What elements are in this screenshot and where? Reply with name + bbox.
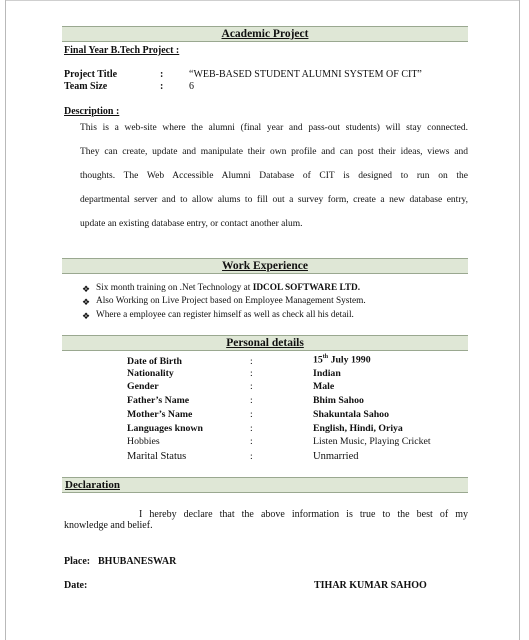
gender-value: Male [313,381,335,392]
page-border-left [5,0,6,640]
nationality-label: Nationality [127,368,174,379]
diamond-bullet-icon: ❖ [82,284,91,294]
team-size-label: Team Size [64,81,108,92]
work-item-2: Also Working on Live Project based on Employee Management System. [96,296,366,306]
section-heading-academic [62,26,468,42]
declaration-line-2: knowledge and belief. [64,520,153,531]
academic-heading: Academic Project [221,28,309,40]
gender-label: Gender [127,381,159,392]
team-size-colon: : [160,81,164,92]
description-line-5: update an existing database entry, or contact another alum. [80,219,303,229]
work-item-1 [96,283,360,293]
dob-colon: : [250,356,253,367]
father-name-colon: : [250,395,253,406]
work-heading: Work Experience [222,260,308,272]
section-heading-personal [62,335,468,351]
work-item-1-text: Six month training on .Net Technology at [96,283,253,293]
project-title-value: “WEB-BASED STUDENT ALUMNI SYSTEM OF CIT” [189,69,422,80]
project-title-label: Project Title [64,69,118,80]
project-title-colon: : [160,69,164,80]
section-heading-declaration [62,477,468,493]
nationality-colon: : [250,368,253,379]
declaration-heading: Declaration [65,479,120,491]
dob-suffix: th [322,354,329,360]
place-value: BHUBANESWAR [98,556,177,567]
father-name-label: Father’s Name [127,395,190,406]
company-name: IDCOL SOFTWARE LTD. [252,283,361,293]
diamond-bullet-icon: ❖ [82,297,91,307]
gender-colon: : [250,381,253,392]
section-heading-work [62,258,468,274]
declaration-line-1: I hereby declare that the above information is true to the best of my [139,509,468,520]
marital-status-value: Unmarried [313,451,359,462]
page-border-top [5,0,520,1]
signature-name: TIHAR KUMAR SAHOO [314,580,427,591]
marital-status-label: Marital Status [127,451,187,462]
nationality-value: Indian [313,368,341,379]
description-line-3: thoughts. The Web Accessible Alumni Database of CIT is designed to run on the [80,171,468,181]
languages-label: Languages known [127,423,203,434]
mother-name-value: Shakuntala Sahoo [313,409,389,420]
dob-day: 15 [313,354,323,366]
languages-colon: : [250,423,253,434]
description-line-2: They can create, update and manipulate their own profile and can post their ideas, views and [80,147,468,157]
mother-name-label: Mother’s Name [127,409,193,420]
marital-status-colon: : [250,451,253,462]
date-label: Date: [64,580,88,591]
father-name-value: Bhim Sahoo [313,395,364,406]
description-line-4: departmental server and to allow alums to fill out a survey form, create a new database entry, [80,195,468,205]
final-year-project-label: Final Year B.Tech Project : [64,45,180,56]
dob-rest: July 1990 [328,354,371,366]
personal-heading: Personal details [226,337,304,349]
page-border-right [519,0,520,640]
dob-label: Date of Birth [127,356,182,367]
diamond-bullet-icon: ❖ [82,311,91,321]
hobbies-label: Hobbies [127,436,160,447]
dob-value [313,354,371,365]
mother-name-colon: : [250,409,253,420]
description-label: Description : [64,106,120,117]
team-size-value: 6 [189,81,194,92]
description-line-1: This is a web-site where the alumni (final year and pass-out students) will stay connected. [80,123,468,133]
languages-value: English, Hindi, Oriya [313,423,403,434]
work-item-3: Where a employee can register himself as well as check all his detail. [96,310,354,320]
hobbies-value: Listen Music, Playing Cricket [313,436,431,447]
place-label: Place: [64,556,91,567]
hobbies-colon: : [250,436,253,447]
